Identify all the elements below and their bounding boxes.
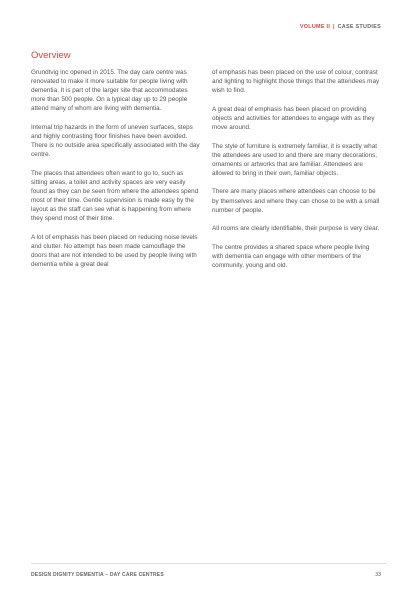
page-number: 33 — [375, 572, 381, 578]
paragraph: of emphasis has been placed on the use of colour, contrast and lighting to highlight those things that the attendees may wish to find. — [212, 69, 380, 95]
right-column — [212, 68, 382, 280]
paragraph: All rooms are clearly identifiable, their purpose is very clear. — [212, 225, 380, 233]
paragraph: The centre provides a shared space where people living with dementia can engage with other members of the community, young and old. — [212, 243, 370, 269]
footer-divider — [31, 563, 386, 564]
paragraph: Internal trip hazards in the form of uneven surfaces, steps and highly contrasting floor finishes have been avoided. There is no outside area specifically associated with the day centre. — [31, 123, 200, 159]
paragraph: There are many places where attendees can choose to be by themselves and where they can chose to be with a small number of people. — [212, 188, 380, 214]
paragraph: A great deal of emphasis has been placed on providing objects and activities for attendees to engage with as they move around. — [212, 105, 375, 131]
paragraph: Grundtvig inc opened in 2015. The day care centre was renovated to make it more suitable for people living with dementia. It is part of the larger site that accommodates more than 500 people. On a typical day up to 29 people attend many of whom are living with dementia. — [31, 69, 188, 113]
paragraph: The style of furniture is extremely familiar, it is exactly what the attendees are used to and there are many decorations, ornaments or artworks that are familiar. Attendees are allowed to bring in their own, familiar objects. — [212, 142, 378, 177]
paragraph: A lot of emphasis has been placed on reducing noise levels and clutter. No attempt has been made camouflage the doors that are not intended to be used by people living with dementia while a great deal — [31, 233, 198, 269]
running-header — [300, 24, 381, 30]
volume-label: VOLUME II — [299, 24, 331, 30]
header-separator: | — [332, 24, 335, 30]
section-heading: Overview — [31, 50, 71, 61]
paragraph: The places that attendees often want to go to, such as sitting areas, a toilet and activity spaces are very easily found as they can be seen from where the attendees spend most of their time. Gentle supervision is made easy by the layout as the staff can see what is happening from where they spend most of their time. — [31, 169, 199, 223]
left-column — [31, 68, 201, 279]
section-label: CASE STUDIES — [337, 24, 381, 30]
footer-title: DESIGN DIGNITY DEMENTIA – DAY CARE CENTRES — [31, 572, 164, 578]
